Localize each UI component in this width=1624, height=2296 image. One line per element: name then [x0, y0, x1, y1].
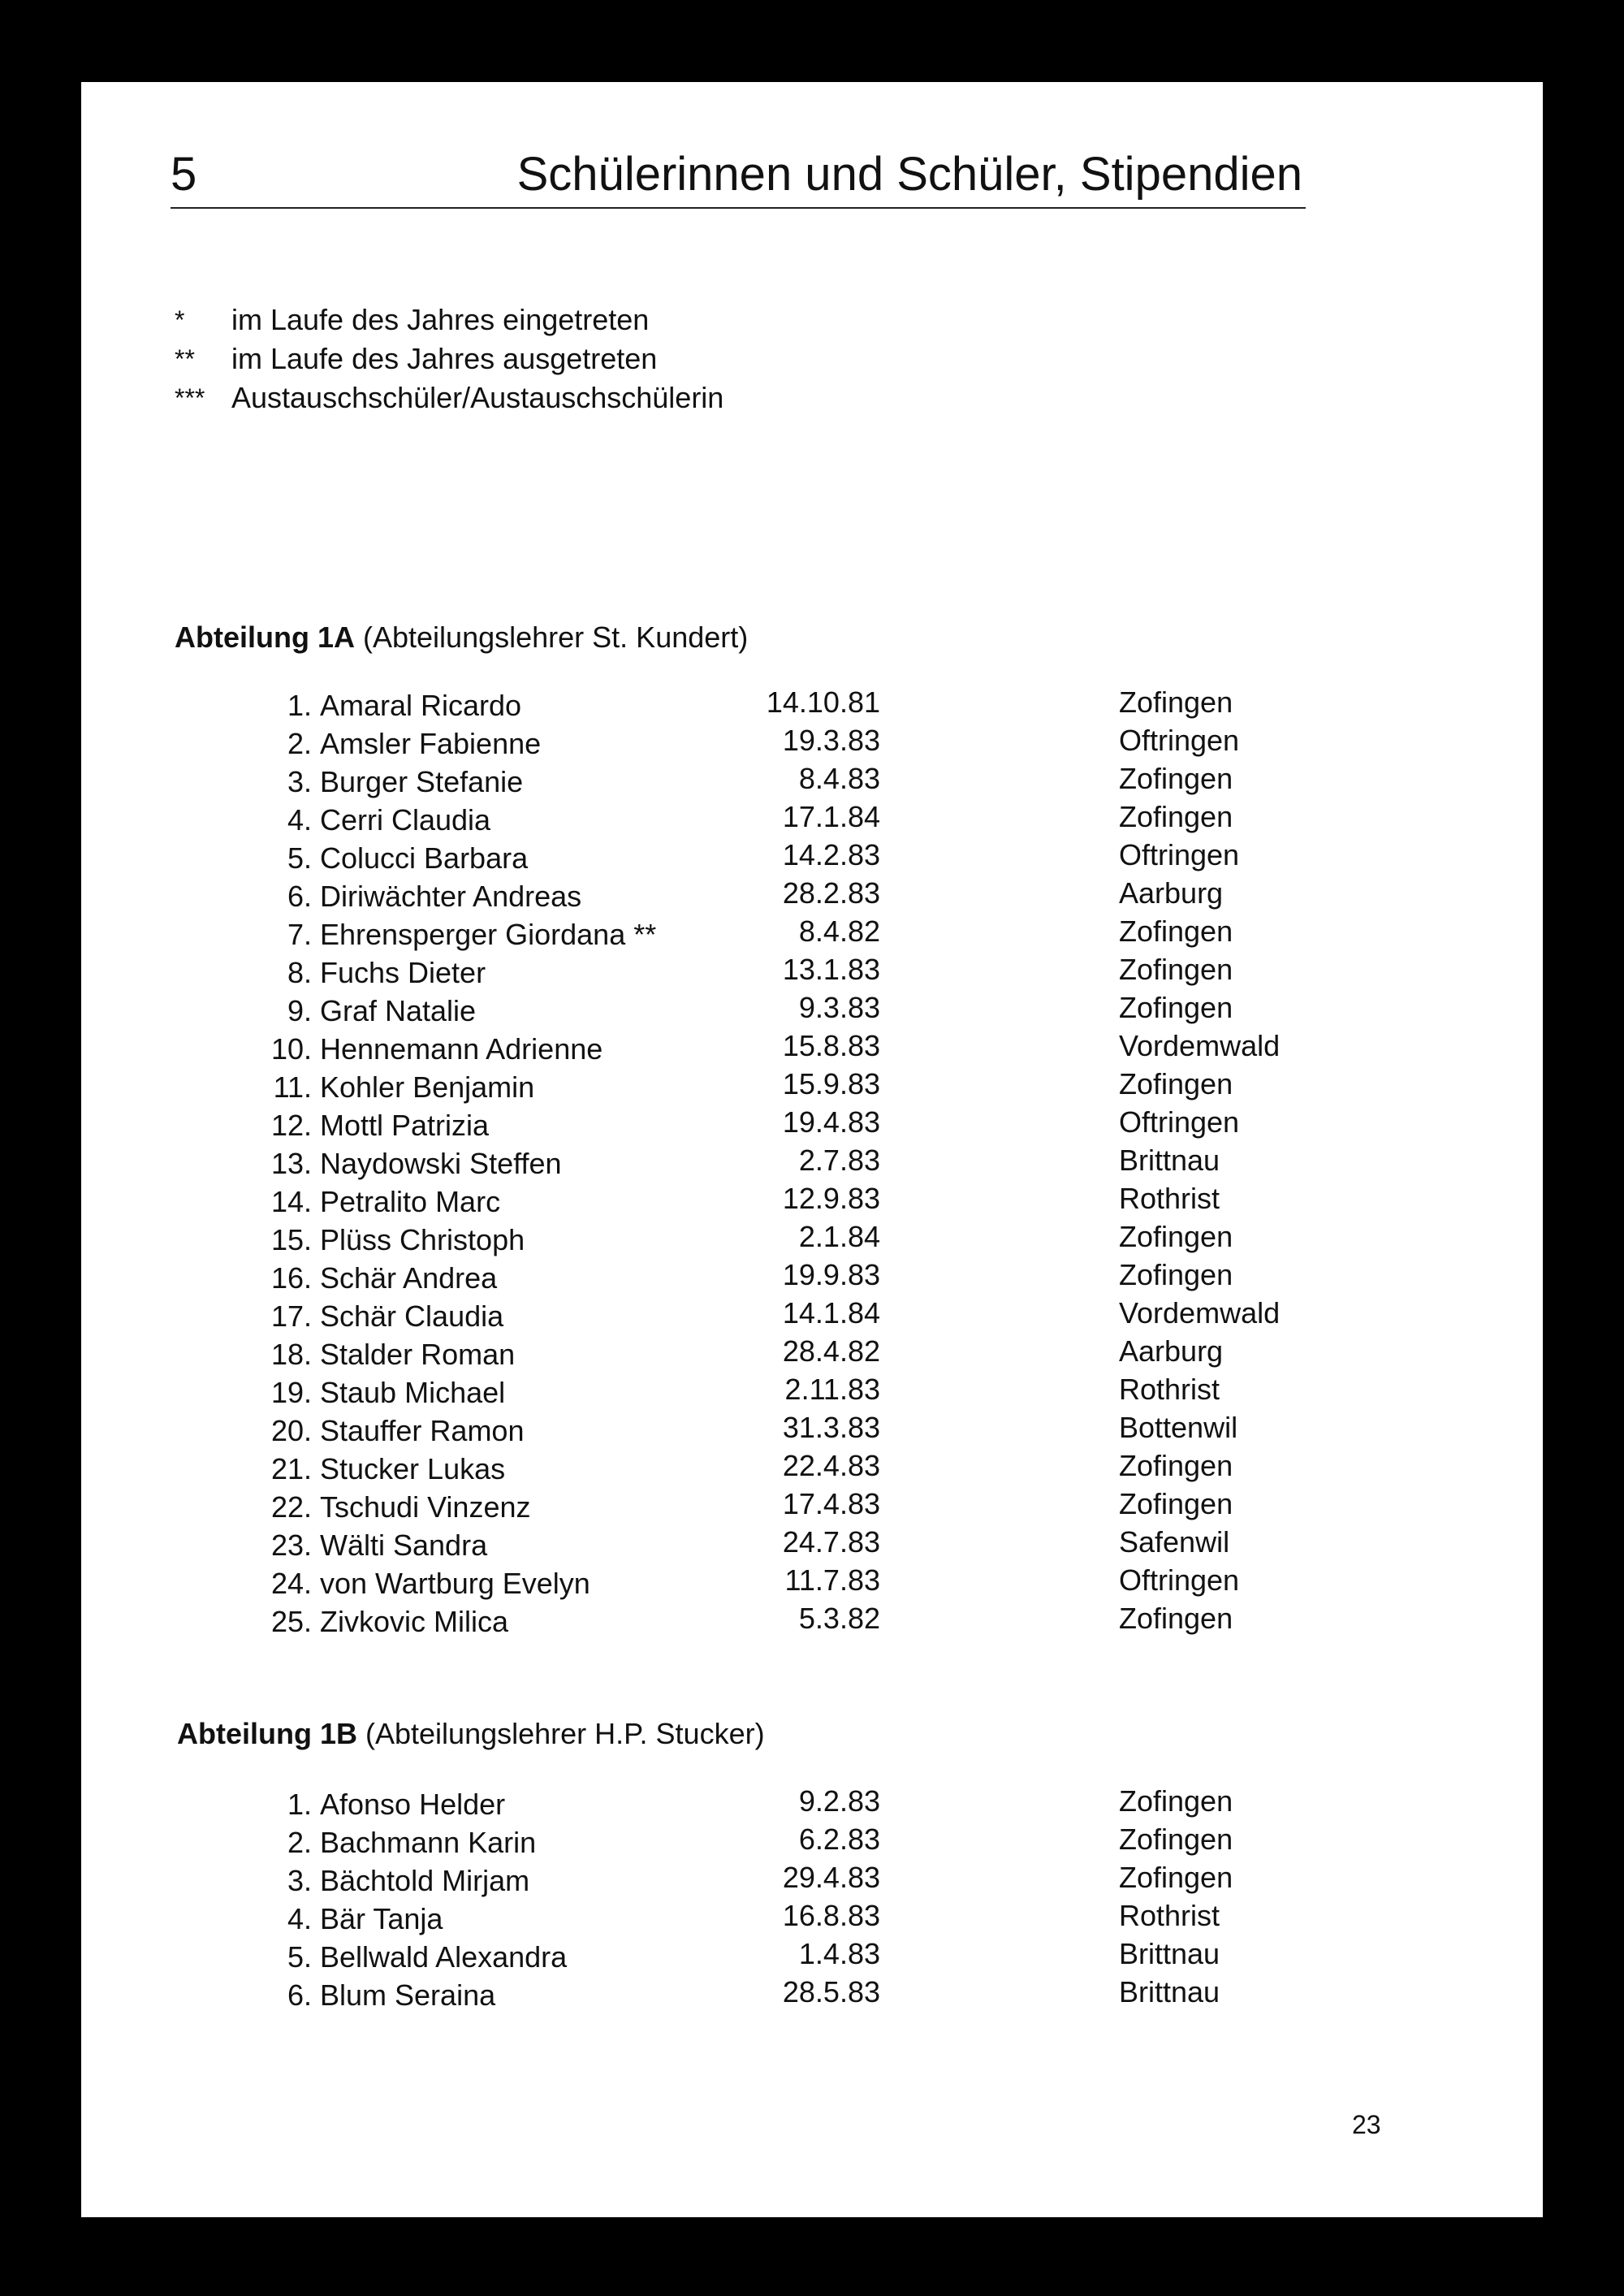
legend-text: Austauschschüler/Austauschschülerin [231, 381, 724, 414]
student-number: 13. [270, 1147, 312, 1180]
birth-date: 17.1.84 [782, 800, 880, 833]
student-name: Bellwald Alexandra [320, 1940, 568, 1974]
home-town: Safenwil [1119, 1525, 1230, 1559]
chapter-title: Schülerinnen und Schüler, Stipendien [516, 148, 1302, 201]
home-town: Zofingen [1119, 1067, 1233, 1100]
table-row [171, 1976, 1307, 2014]
student-number: 23. [270, 1529, 312, 1562]
birth-date: 22.4.83 [782, 1449, 880, 1482]
student-number: 20. [270, 1414, 312, 1447]
table-row [171, 877, 1307, 915]
birth-date: 2.11.83 [784, 1373, 880, 1406]
student-name: Stauffer Ramon [320, 1414, 525, 1447]
birth-date: 14.2.83 [782, 838, 880, 871]
student-name: Bär Tanja [320, 1902, 443, 1935]
birth-date: 28.5.83 [782, 1975, 880, 2008]
student-name: Cerri Claudia [320, 803, 491, 837]
student-number: 21. [270, 1452, 312, 1485]
student-number: 4. [287, 803, 312, 837]
student-number: 18. [270, 1338, 312, 1371]
student-name: Blum Seraina [320, 1978, 496, 2012]
legend-symbol: ** [175, 344, 195, 374]
table-row [171, 763, 1307, 801]
student-number: 2. [287, 727, 312, 760]
birth-date: 14.10.81 [766, 685, 880, 719]
table-row [171, 1335, 1307, 1373]
student-name: Zivkovic Milica [320, 1605, 509, 1638]
student-list-1a [171, 686, 1307, 1641]
birth-date: 19.9.83 [782, 1258, 880, 1291]
legend-text: im Laufe des Jahres ausgetreten [231, 342, 658, 375]
table-row [171, 1221, 1307, 1259]
table-row [171, 1259, 1307, 1297]
student-name: Amaral Ricardo [320, 689, 522, 722]
birth-date: 5.3.82 [798, 1602, 880, 1635]
home-town: Bottenwil [1119, 1411, 1238, 1444]
home-town: Zofingen [1119, 991, 1233, 1024]
table-row [171, 1373, 1307, 1412]
table-row [171, 1106, 1307, 1144]
table-row [171, 1564, 1307, 1602]
home-town: Zofingen [1119, 685, 1233, 719]
table-row [171, 1183, 1307, 1221]
legend-symbol: * [175, 305, 185, 335]
birth-date: 28.4.82 [782, 1334, 880, 1368]
home-town: Zofingen [1119, 915, 1233, 948]
table-row [171, 1526, 1307, 1564]
student-name: Mottl Patrizia [320, 1109, 490, 1142]
student-name: Wälti Sandra [320, 1529, 488, 1562]
student-number: 12. [270, 1109, 312, 1142]
birth-date: 1.4.83 [798, 1937, 880, 1970]
home-town: Rothrist [1119, 1182, 1220, 1215]
table-row [171, 1938, 1307, 1976]
home-town: Rothrist [1119, 1373, 1220, 1406]
table-row [171, 915, 1307, 953]
table-row [171, 724, 1307, 763]
birth-date: 8.4.82 [798, 915, 880, 948]
student-number: 24. [270, 1567, 312, 1600]
home-town: Zofingen [1119, 1487, 1233, 1520]
home-town: Oftringen [1119, 1105, 1240, 1139]
table-row [171, 1602, 1307, 1641]
student-name: Plüss Christoph [320, 1223, 525, 1256]
table-row [171, 953, 1307, 992]
student-number: 3. [287, 765, 312, 798]
student-name: Burger Stefanie [320, 765, 524, 798]
chapter-number: 5 [171, 148, 197, 201]
legend-text: im Laufe des Jahres eingetreten [231, 303, 650, 336]
home-town: Brittnau [1119, 1975, 1220, 2008]
student-number: 8. [287, 956, 312, 989]
table-row [171, 1297, 1307, 1335]
birth-date: 15.8.83 [782, 1029, 880, 1062]
student-number: 14. [270, 1185, 312, 1218]
student-name: Bächtold Mirjam [320, 1864, 530, 1897]
chapter-header [171, 142, 1306, 209]
page-number: 23 [1352, 2110, 1381, 2139]
home-town: Zofingen [1119, 1449, 1233, 1482]
birth-date: 8.4.83 [798, 762, 880, 795]
table-row [171, 801, 1307, 839]
birth-date: 12.9.83 [782, 1182, 880, 1215]
student-name: Colucci Barbara [320, 841, 529, 875]
birth-date: 9.2.83 [798, 1784, 880, 1818]
birth-date: 17.4.83 [782, 1487, 880, 1520]
home-town: Oftringen [1119, 838, 1240, 871]
student-name: Kohler Benjamin [320, 1070, 535, 1104]
student-number: 1. [287, 1788, 312, 1821]
student-name: Staub Michael [320, 1376, 506, 1409]
home-town: Zofingen [1119, 1602, 1233, 1635]
section-title: Abteilung 1B [177, 1717, 357, 1750]
student-name: von Wartburg Evelyn [320, 1567, 590, 1600]
student-number: 16. [270, 1261, 312, 1295]
student-number: 6. [287, 880, 312, 913]
section-heading-1a [175, 620, 748, 655]
birth-date: 9.3.83 [798, 991, 880, 1024]
birth-date: 2.1.84 [798, 1220, 880, 1253]
birth-date: 29.4.83 [782, 1861, 880, 1894]
student-number: 3. [287, 1864, 312, 1897]
table-row [171, 839, 1307, 877]
student-name: Graf Natalie [320, 994, 477, 1027]
section-title: Abteilung 1A [175, 620, 355, 654]
table-row [171, 1488, 1307, 1526]
table-row [171, 1900, 1307, 1938]
student-number: 19. [270, 1376, 312, 1409]
table-row [171, 1785, 1307, 1823]
table-row [171, 1144, 1307, 1183]
student-number: 6. [287, 1978, 312, 2012]
student-number: 25. [270, 1605, 312, 1638]
birth-date: 28.2.83 [782, 876, 880, 910]
student-number: 11. [273, 1070, 312, 1104]
table-row [171, 992, 1307, 1030]
student-name: Stucker Lukas [320, 1452, 506, 1485]
home-town: Zofingen [1119, 1784, 1233, 1818]
table-row [171, 1030, 1307, 1068]
home-town: Zofingen [1119, 1861, 1233, 1894]
student-name: Bachmann Karin [320, 1826, 537, 1859]
birth-date: 24.7.83 [782, 1525, 880, 1559]
home-town: Zofingen [1119, 953, 1233, 986]
home-town: Brittnau [1119, 1144, 1220, 1177]
table-row [171, 1412, 1307, 1450]
student-number: 4. [287, 1902, 312, 1935]
birth-date: 11.7.83 [784, 1563, 880, 1597]
home-town: Zofingen [1119, 762, 1233, 795]
home-town: Oftringen [1119, 724, 1240, 757]
student-name: Afonso Helder [320, 1788, 506, 1821]
student-number: 9. [287, 994, 312, 1027]
student-name: Tschudi Vinzenz [320, 1490, 531, 1524]
student-list-1b [171, 1785, 1307, 2014]
student-name: Naydowski Steffen [320, 1147, 562, 1180]
section-teacher: (Abteilungslehrer St. Kundert) [363, 620, 749, 654]
student-number: 5. [287, 1940, 312, 1974]
student-name: Ehrensperger Giordana ** [320, 918, 657, 951]
student-number: 15. [270, 1223, 312, 1256]
home-town: Aarburg [1119, 1334, 1224, 1368]
birth-date: 13.1.83 [782, 953, 880, 986]
home-town: Zofingen [1119, 800, 1233, 833]
student-number: 7. [287, 918, 312, 951]
student-name: Diriwächter Andreas [320, 880, 582, 913]
birth-date: 19.3.83 [782, 724, 880, 757]
student-number: 5. [287, 841, 312, 875]
home-town: Aarburg [1119, 876, 1224, 910]
table-row [171, 1861, 1307, 1900]
table-row [171, 1068, 1307, 1106]
student-name: Schär Andrea [320, 1261, 498, 1295]
table-row [171, 686, 1307, 724]
birth-date: 6.2.83 [798, 1823, 880, 1856]
student-number: 22. [270, 1490, 312, 1524]
birth-date: 16.8.83 [782, 1899, 880, 1932]
home-town: Vordemwald [1119, 1029, 1281, 1062]
home-town: Zofingen [1119, 1220, 1233, 1253]
birth-date: 31.3.83 [782, 1411, 880, 1444]
home-town: Rothrist [1119, 1899, 1220, 1932]
student-number: 10. [270, 1032, 312, 1066]
student-name: Schär Claudia [320, 1299, 504, 1333]
student-name: Amsler Fabienne [320, 727, 542, 760]
section-heading-1b [177, 1716, 765, 1752]
student-number: 2. [287, 1826, 312, 1859]
student-name: Hennemann Adrienne [320, 1032, 603, 1066]
home-town: Brittnau [1119, 1937, 1220, 1970]
table-row [171, 1823, 1307, 1861]
student-name: Petralito Marc [320, 1185, 501, 1218]
birth-date: 2.7.83 [798, 1144, 880, 1177]
birth-date: 15.9.83 [782, 1067, 880, 1100]
birth-date: 19.4.83 [782, 1105, 880, 1139]
student-name: Stalder Roman [320, 1338, 516, 1371]
section-teacher: (Abteilungslehrer H.P. Stucker) [365, 1717, 765, 1750]
home-town: Oftringen [1119, 1563, 1240, 1597]
student-number: 17. [270, 1299, 312, 1333]
student-number: 1. [287, 689, 312, 722]
home-town: Zofingen [1119, 1823, 1233, 1856]
home-town: Vordemwald [1119, 1296, 1281, 1330]
legend-symbol: *** [175, 383, 205, 413]
home-town: Zofingen [1119, 1258, 1233, 1291]
table-row [171, 1450, 1307, 1488]
student-name: Fuchs Dieter [320, 956, 486, 989]
birth-date: 14.1.84 [782, 1296, 880, 1330]
